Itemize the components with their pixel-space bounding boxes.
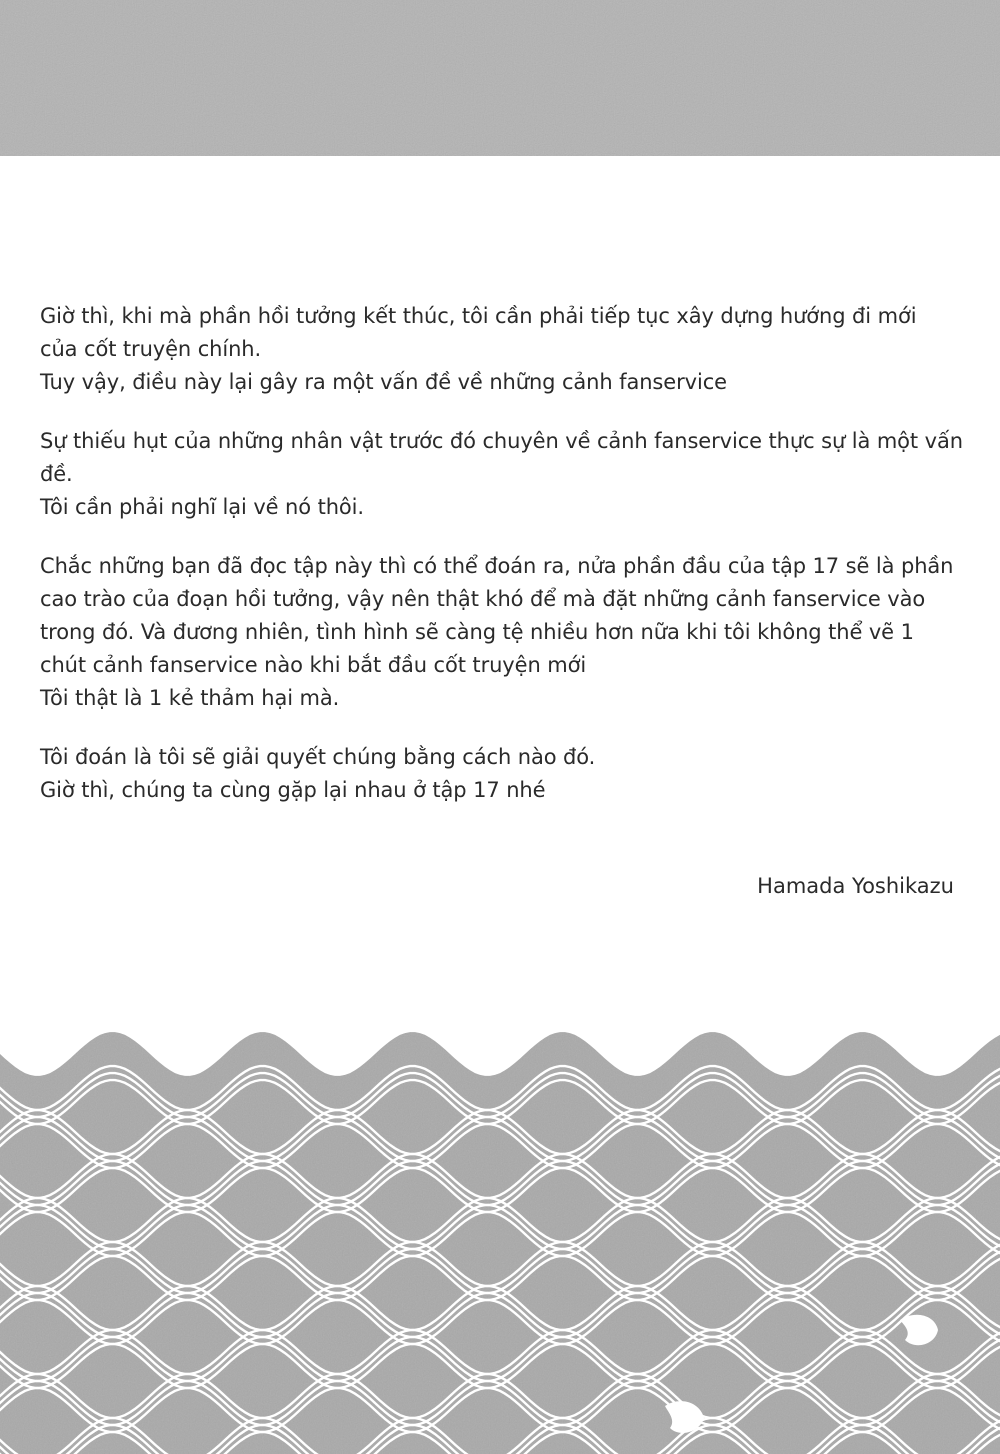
text-line: trong đó. Và đương nhiên, tình hình sẽ càng tệ nhiều hơn nữa khi tôi không thể vẽ 1 [40,620,914,644]
top-gray-band [0,0,1000,156]
text-line: Tôi cần phải nghĩ lại về nó thôi. [40,495,364,519]
text-line: đề. [40,462,73,486]
text-line: Tôi đoán là tôi sẽ giải quyết chúng bằng cách nào đó. [40,745,596,769]
author-signature: Hamada Yoshikazu [757,874,954,898]
text-line: Giờ thì, chúng ta cùng gặp lại nhau ở tập 17 nhé [40,778,546,802]
text-line: Sự thiếu hụt của những nhân vật trước đó chuyên về cảnh fanservice thực sự là một vấn [40,429,963,453]
paragraph-1 [40,300,960,399]
text-line: chút cảnh fanservice nào khi bắt đầu cốt truyện mới [40,653,587,677]
seigaiha-wave-pattern [0,1020,1000,1454]
text-line: Tuy vậy, điều này lại gây ra một vấn đề về những cảnh fanservice [40,370,727,394]
text-line: Chắc những bạn đã đọc tập này thì có thể đoán ra, nửa phần đầu của tập 17 sẽ là phần [40,554,954,578]
text-line: của cốt truyện chính. [40,337,262,361]
paragraph-4 [40,741,960,807]
paragraph-2 [40,425,963,524]
text-line: Tôi thật là 1 kẻ thảm hại mà. [40,686,340,710]
paragraph-3 [40,550,960,715]
text-line: Giờ thì, khi mà phần hồi tưởng kết thúc, tôi cần phải tiếp tục xây dựng hướng đi mới [40,304,917,328]
afterword-text [40,300,963,833]
text-line: cao trào của đoạn hồi tưởng, vậy nên thật khó để mà đặt những cảnh fanservice vào [40,587,926,611]
